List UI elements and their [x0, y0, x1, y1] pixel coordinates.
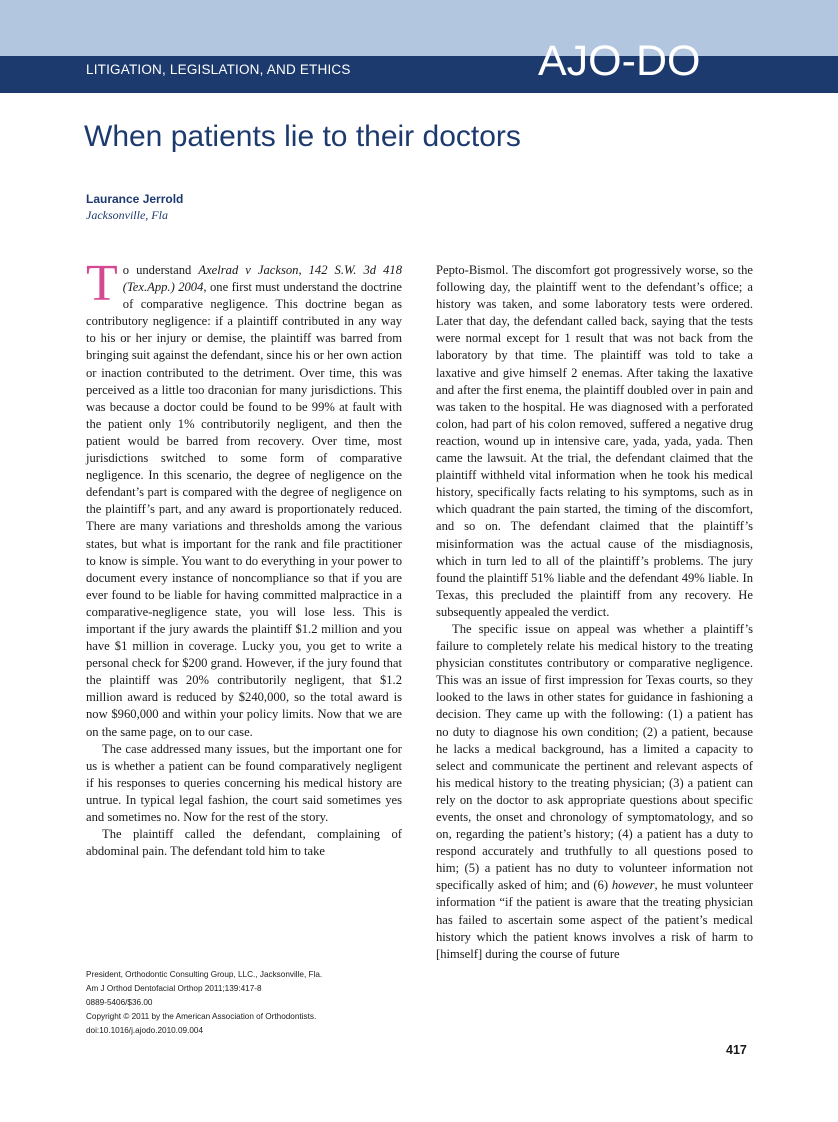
section-label: LITIGATION, LEGISLATION, AND ETHICS	[86, 62, 351, 77]
paragraph-text: The specific issue on appeal was whether a plaintiff’s failure to completely relate his medical history to the treating physician constitutes contributory or comparative negligence. This was an issue of first impression for Texas courts, so they looked to the laws in other states for guidance in fashioning a decision. They came up with the following: (1) a patient has no duty to diagnose his own condition; (2) a patient, because he lacks a medical background, has a limited a capacity to select and communicate the pertinent and relevant aspects of his medical history to the treating physician; (3) a patient can rely on the doctor to ask appropriate questions about specific events, the onset and chronology of symptomatology, and so on, regarding the patient’s history; (4) a patient has a duty to respond accurately and truthfully to all questions posed to him; (5) a patient has no duty to volunteer information not specifically asked of him; and (6)	[436, 621, 753, 893]
body-column-right	[436, 262, 753, 963]
footnote-issn: 0889-5406/$36.00	[86, 998, 153, 1007]
paragraph: The case addressed many issues, but the important one for us is whether a patient can be found comparatively negligent if his responses to queries concerning his medical history are untrue. In typical legal fashion, the court said sometimes yes and sometimes no. Now for the rest of the story.	[86, 741, 402, 824]
journal-logo: AJO-DO	[538, 37, 701, 85]
footnote-citation: Am J Orthod Dentofacial Orthop 2011;139:417-8	[86, 984, 262, 993]
paragraph: The plaintiff called the defendant, complaining of abdominal pain. The defendant told him to take	[86, 827, 402, 859]
footnote-copyright: Copyright © 2011 by the American Association of Orthodontists.	[86, 1012, 317, 1021]
author-name: Laurance Jerrold	[86, 192, 184, 206]
footnote-doi: doi:10.1016/j.ajodo.2010.09.004	[86, 1026, 204, 1035]
paragraph-text: , he must volunteer information “if the patient is aware that the treating physician has failed to ascertain some aspect of the patient’s medical history which the patient knows involves a risk of harm to [himself] during the course of future	[436, 878, 753, 961]
body-column-left	[86, 255, 402, 860]
article-title: When patients lie to their doctors	[84, 120, 521, 153]
page-number: 417	[726, 1043, 747, 1057]
case-citation: Axelrad v Jackson, 142 S.W. 3d 418 (Tex.App.) 2004	[122, 263, 402, 295]
paragraph-text: , one first must understand the doctrine of comparative negligence. This doctrine began as contributory negligence: if a plaintiff contributed in any way to his or her injury or demise, the plaintiff was barred from bringing suit against the defendant, since his or her own action or inaction contributed to the detriment. Over time, this was perceived as a little too draconian for many jurisdictions. This was because a doctor could be found to be 99% at fault with the patient only 1% contributorily negligent, and then the patient would be barred from recovery. Over time, most jurisdictions switched to some form of comparative negligence. In this scenario, the degree of negligence on the defendant’s part is compared with the degree of negligence on the plaintiff’s part, and any award is proportionately reduced. There are many variations and thresholds among the various states, but what is important for the rank and file practitioner to know is simple. You want to do everything in your power to document every instance of noncompliance so that if you are ever found to be liable for having committed malpractice in a comparative-negligence state, you will lose less. This is important if the jury awards the plaintiff $1.2 million and you have $1 million in coverage. Lucky you, you get to write a personal check for $200 grand. However, if the jury found that the plaintiff was 20% contributorily negligent, that $1.2 million award is reduced by $240,000, so the total award is now $960,000 and within your policy limits. Now that we are on the same page, on to our case.	[86, 280, 402, 739]
emphasis: however	[611, 878, 655, 893]
footnote-affiliation: President, Orthodontic Consulting Group, LLC., Jacksonville, Fla.	[86, 970, 323, 979]
header-top-band	[0, 0, 838, 56]
drop-cap: T	[86, 255, 118, 312]
footnote	[86, 968, 386, 1038]
paragraph	[436, 621, 753, 963]
paragraph: Pepto-Bismol. The discomfort got progressively worse, so the following day, the plaintiff went to the defendant’s office; a history was taken, and some laboratory tests were ordered. Later that day, the defendant called back, saying that the tests were normal except for 1 result that was not back from the laboratory by that time. The plaintiff was told to take a laxative and give himself 2 enemas. After taking the laxative and after the first enema, the plaintiff doubled over in pain and was taken to the hospital. He was diagnosed with a perforated colon, had part of his colon removed, suffered a negative drug reaction, wound up in intensive care, yada, yada, yada. Then came the lawsuit. At the trial, the defendant claimed that the plaintiff withheld vital information when he took his medical history, specifically facts relating to his symptoms, such as in which quadrant the pain started, the timing of the discomfort, and so on. The defendant claimed that the plaintiff’s misinformation was the actual cause of the misdiagnosis, which in turn led to all of the plaintiff’s problems. The jury found the plaintiff 51% liable and the defendant 49% liable. In Texas, this precluded the plaintiff from any recovery. He subsequently appealed the verdict.	[436, 263, 753, 619]
paragraph	[86, 255, 402, 741]
author-affiliation: Jacksonville, Fla	[86, 208, 168, 222]
paragraph-text: o understand	[122, 263, 199, 277]
